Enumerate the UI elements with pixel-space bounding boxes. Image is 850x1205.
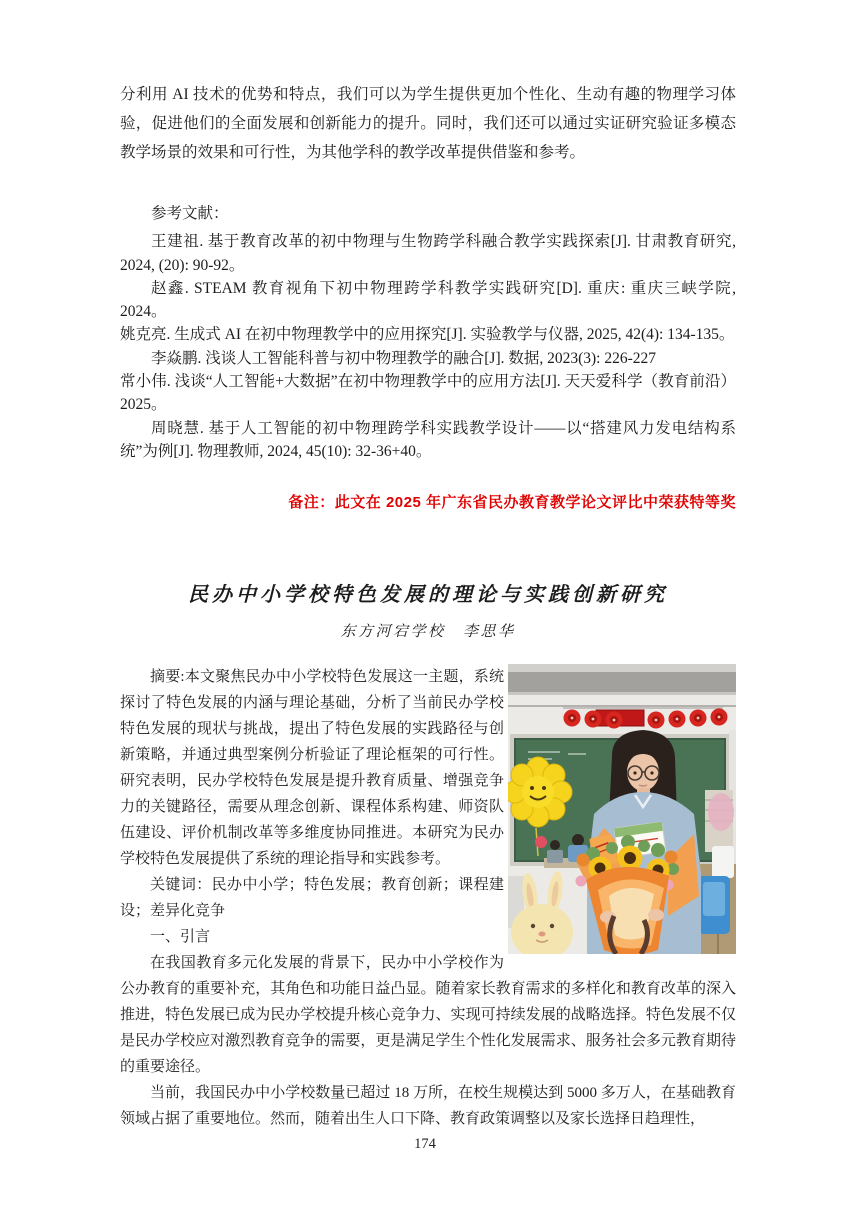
intro-paragraph-1: 在我国教育多元化发展的背景下，民办中小学校作为公办教育的重要补充，其角色和功能日益凸显。随着家长教育需求的多样化和教育改革的深入推进，特色发展已成为民办学校提升核心竞争力、实现可持续发展的战略选择。特色发展不仅是民办学校应对激烈教育竞争的需要，更是满足学生个性化发展需求、服务社会多元教育期待的重要途径。	[120, 955, 736, 1076]
section-heading-introduction: 一、引言	[150, 929, 211, 946]
article-byline: 东方河宕学校 李思华	[340, 624, 516, 641]
page-content	[120, 80, 736, 1132]
reference-item: 常小伟. 浅谈“人工智能+大数据”在初中物理教学中的应用方法[J]. 天天爱科学（教育前沿）2025。	[120, 373, 736, 414]
reference-item: 李焱鹏. 浅谈人工智能科普与初中物理教学的融合[J]. 数据, 2023(3): 226-227	[151, 349, 657, 367]
previous-article-closing-paragraph: 分利用 AI 技术的优势和特点，我们可以为学生提供更加个性化、生动有趣的物理学习体验，促进他们的全面发展和创新能力的提升。同时，我们还可以通过实证研究验证多模态教学场景的效果和可行性，为其他学科的教学改革提供借鉴和参考。	[120, 86, 736, 161]
intro-paragraph-2: 当前，我国民办中小学校数量已超过 18 万所，在校生规模达到 5000 多万人，在基础教育领域占据了重要地位。然而，随着出生人口下降、教育政策调整以及家长选择日趋理性，	[120, 1085, 736, 1128]
reference-item: 赵鑫. STEAM 教育视角下初中物理跨学科教学实践研究[D]. 重庆: 重庆三峡学院, 2024。	[120, 279, 736, 321]
reference-item: 王建祖. 基于教育改革的初中物理与生物跨学科融合教学实践探索[J]. 甘肃教育研究, 2024, (20): 90-92。	[120, 233, 736, 274]
article-title: 民办中小学校特色发展的理论与实践创新研究	[188, 584, 668, 607]
teacher-award-photo	[508, 664, 736, 954]
keywords-paragraph: 关键词：民办中小学；特色发展；教育创新；课程建设；差异化竞争	[120, 877, 504, 920]
abstract-paragraph: 摘要:本文聚焦民办中小学校特色发展这一主题，系统探讨了特色发展的内涵与理论基础，分析了当前民办学校特色发展的现状与挑战，提出了特色发展的实践路径与创新策略，并通过典型案例分析验证了理论框架的可行性。研究表明，民办学校特色发展是提升教育质量、增强竞争力的关键路径，需要从理念创新、课程体系构建、师资队伍建设、评价机制改革等多维度协同推进。本研究为民办学校特色发展提供了系统的理论指导和实践参考。	[120, 669, 504, 868]
classroom-photo-illustration	[508, 664, 736, 954]
award-note: 备注：此文在 2025 年广东省民办教育教学论文评比中荣获特等奖	[288, 494, 736, 512]
references-section	[120, 202, 736, 463]
page-number: 174	[414, 1136, 436, 1152]
reference-item: 姚克亮. 生成式 AI 在初中物理教学中的应用探究[J]. 实验教学与仪器, 2025, 42(4): 134-135。	[120, 326, 735, 344]
article-body	[120, 664, 736, 1132]
reference-item: 周晓慧. 基于人工智能的初中物理跨学科实践教学设计——以“搭建风力发电结构系统”为例[J]. 物理教师, 2024, 45(10): 32-36+40。	[120, 419, 736, 460]
references-heading: 参考文献：	[151, 205, 229, 222]
